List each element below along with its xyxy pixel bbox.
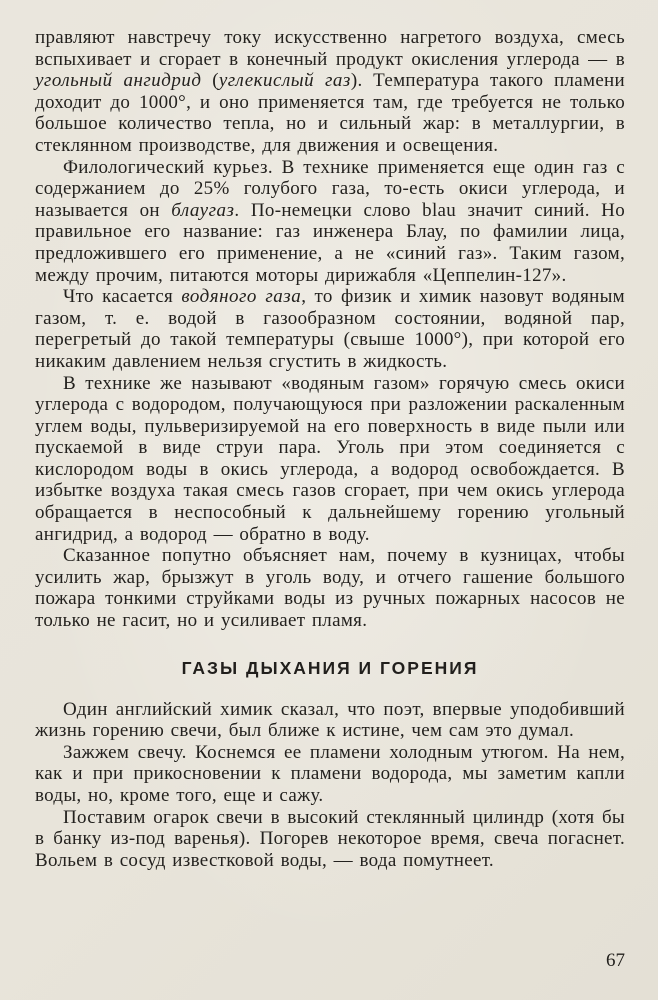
section-heading: ГАЗЫ ДЫХАНИЯ И ГОРЕНИЯ	[181, 657, 479, 678]
italic-term: блаугаз	[171, 199, 235, 221]
text-run: В технике же называют «водяным газом» горячую смесь окиси углерода с водородом, получающуюся при разложении раскаленным углем воды, пульверизируемой на его поверхность в виде пыли или пускаемой в виде струи пара. Уголь при этом соединяется с кислородом воды в окись углерода, а водород освобождается. В избытке воздуха такая смесь газов сгорает, при чем окись углерода обращается в неспособный к дальнейшему горению угольный ангидрид, а водород — обратно в воду.	[35, 372, 625, 545]
text-run: Поставим огарок свечи в высокий стеклянный цилиндр (хотя бы в банку из-под варенья). Погорев некоторое время, свеча погаснет. Вольем в сосуд известковой воды, — вода помутнеет.	[35, 806, 625, 871]
paragraph	[35, 742, 625, 807]
text-run: Что касается	[63, 286, 182, 308]
text-run: Один английский химик сказал, что поэт, впервые уподобивший жизнь горению свечи, был ближе к истине, чем сам это думал.	[35, 698, 625, 742]
paragraph	[35, 699, 625, 742]
page-content	[35, 27, 625, 871]
text-run: . По-немецки слово blau значит синий. Но правильное его название: газ инженера Блау, по фамилии лица, предложившего его применение, а не «синий газ». Таким газом, между прочим, питаются моторы дирижабля «Цеппелин-127».	[35, 199, 625, 286]
text-run: Филологический курьез. В технике применяется еще один газ с содержанием до 25% голубого газа, то-есть окиси углерода, и называется он	[35, 156, 625, 221]
text-run: , то физик и химик назовут водяным газом, т. е. водой в газообразном состоянии, водяной пар, перегретый до такой температуры (свыше 1000°), при которой его никаким давлением нельзя сгустить в жидкость.	[35, 286, 626, 372]
text-run: Зажжем свечу. Коснемся ее пламени холодным утюгом. На нем, как и при прикосновении к пламени водорода, мы заметим капли воды, но, кроме того, еще и сажу.	[35, 741, 625, 806]
text-run: Сказанное попутно объясняет нам, почему в кузницах, чтобы усилить жар, брызжут в уголь воду, и отчего гашение большого пожара тонкими струйками воды из ручных пожарных насосов не только не гасит, но и усиливает пламя.	[35, 545, 625, 632]
italic-term: водяного газа	[181, 286, 302, 308]
page-number: 67	[606, 950, 625, 971]
text-run: ). Температура такого пламени доходит до 1000°, и оно применяется там, где требуется не только большое количество тепла, но и сильный жар: в металлургии, в стеклянном производстве, для движения и освещения.	[35, 70, 625, 156]
paragraph	[35, 27, 625, 157]
paragraph	[35, 807, 625, 872]
paragraph	[35, 545, 625, 631]
text-run: (	[201, 70, 219, 92]
paragraph	[35, 157, 625, 287]
italic-term: углекислый газ	[218, 70, 351, 92]
italic-term: угольный ангидрид	[35, 70, 202, 92]
paragraph	[35, 286, 625, 372]
text-run: правляют навстречу току искусственно нагретого воздуха, смесь вспыхивает и сгорает в конечный продукт окисления углерода — в	[35, 27, 625, 70]
paragraph	[35, 373, 625, 546]
